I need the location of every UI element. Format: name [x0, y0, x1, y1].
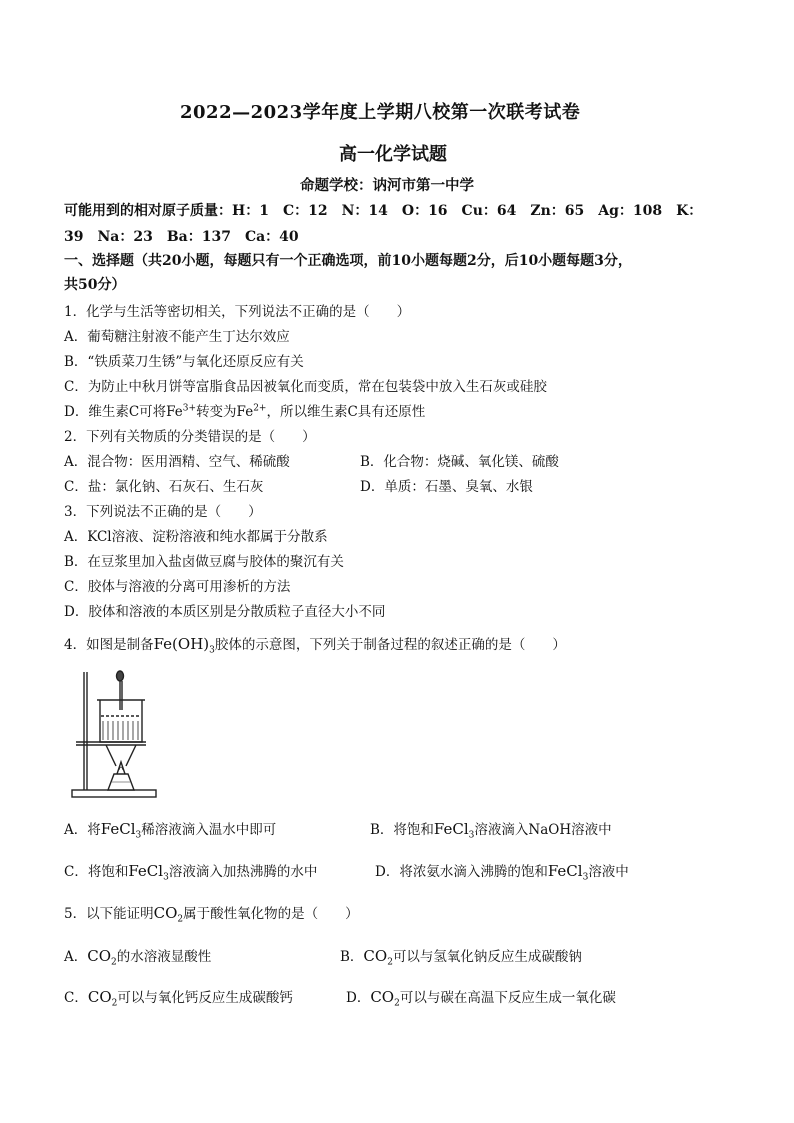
question-1-option-d: D．维生素C可将$Fe^{3+}$转变为$Fe^{2+}$，所以维生素C具有还原性 — [64, 403, 426, 420]
question-3-option-a: A．KCl溶液、淀粉溶液和纯水都属于分散系 — [64, 529, 328, 545]
question-5-option-d: D．$CO_2$可以与碳在高温下反应生成一氧化碳 — [346, 988, 616, 1009]
question-1-stem: 1．化学与生活等密切相关，下列说法不正确的是（ ） — [64, 304, 411, 320]
question-1-option-b: B．“铁质菜刀生锈”与氧化还原反应有关 — [64, 354, 304, 370]
question-3-option-c: C．胶体与溶液的分离可用渗析的方法 — [64, 579, 291, 595]
question-3-stem: 3．下列说法不正确的是（ ） — [64, 504, 262, 520]
section-heading-line-2: 共50分） — [64, 277, 126, 293]
question-5-option-c: C．$CO_2$可以与氧化钙反应生成碳酸钙 — [64, 988, 293, 1009]
question-4-option-d: D．将浓氨水滴入沸腾的饱和FeCl$_3$溶液中 — [375, 862, 629, 883]
atomic-mass-line-2: 39 Na：23 Ba：137 Ca：40 — [64, 229, 299, 245]
question-4-stem: 4．如图是制备$Fe(OH)_3$胶体的示意图，下列关于制备过程的叙述正确的是（ ） — [64, 635, 566, 656]
school-line: 命题学校：讷河市第一中学 — [300, 177, 474, 194]
exam-title: 2022—2023学年度上学期八校第一次联考试卷 — [180, 102, 581, 123]
question-2-option-a: A．混合物：医用酒精、空气、稀硫酸 — [64, 454, 290, 470]
question-4-option-c: C．将饱和FeCl$_3$溶液滴入加热沸腾的水中 — [64, 862, 318, 883]
atomic-mass-line-1: 可能用到的相对原子质量：H：1 C：12 N：14 O：16 Cu：64 Zn：65 Ag：108 K： — [64, 203, 703, 219]
question-4-option-b: B．将饱和FeCl$_3$溶液滴入NaOH溶液中 — [370, 820, 612, 841]
question-2-option-d: D．单质：石墨、臭氧、水银 — [360, 479, 533, 495]
question-1-option-a: A．葡萄糖注射液不能产生丁达尔效应 — [64, 329, 290, 345]
question-5-option-a: A．$CO_2$的水溶液显酸性 — [64, 947, 212, 968]
question-2-option-b: B．化合物：烧碱、氧化镁、硫酸 — [360, 454, 559, 470]
question-5-option-b: B．$CO_2$可以与氢氧化钠反应生成碳酸钠 — [340, 947, 582, 968]
question-3-option-b: B．在豆浆里加入盐卤做豆腐与胶体的聚沉有关 — [64, 554, 344, 570]
colloid-apparatus-figure — [70, 666, 160, 802]
question-1-option-c: C．为防止中秋月饼等富脂食品因被氧化而变质，常在包装袋中放入生石灰或硅胶 — [64, 379, 547, 395]
exam-subtitle: 高一化学试题 — [339, 144, 447, 165]
question-2-option-c: C．盐：氯化钠、石灰石、生石灰 — [64, 479, 264, 495]
question-2-stem: 2．下列有关物质的分类错误的是（ ） — [64, 429, 316, 445]
question-5-stem: 5．以下能证明$CO_2$属于酸性氧化物的是（ ） — [64, 904, 359, 925]
question-4-option-a: A．将FeCl$_3$稀溶液滴入温水中即可 — [64, 820, 277, 841]
section-heading-line-1: 一、选择题（共20小题，每题只有一个正确选项，前10小题每题2分，后10小题每题3分， — [64, 253, 632, 269]
question-3-option-d: D．胶体和溶液的本质区别是分散质粒子直径大小不同 — [64, 604, 386, 620]
